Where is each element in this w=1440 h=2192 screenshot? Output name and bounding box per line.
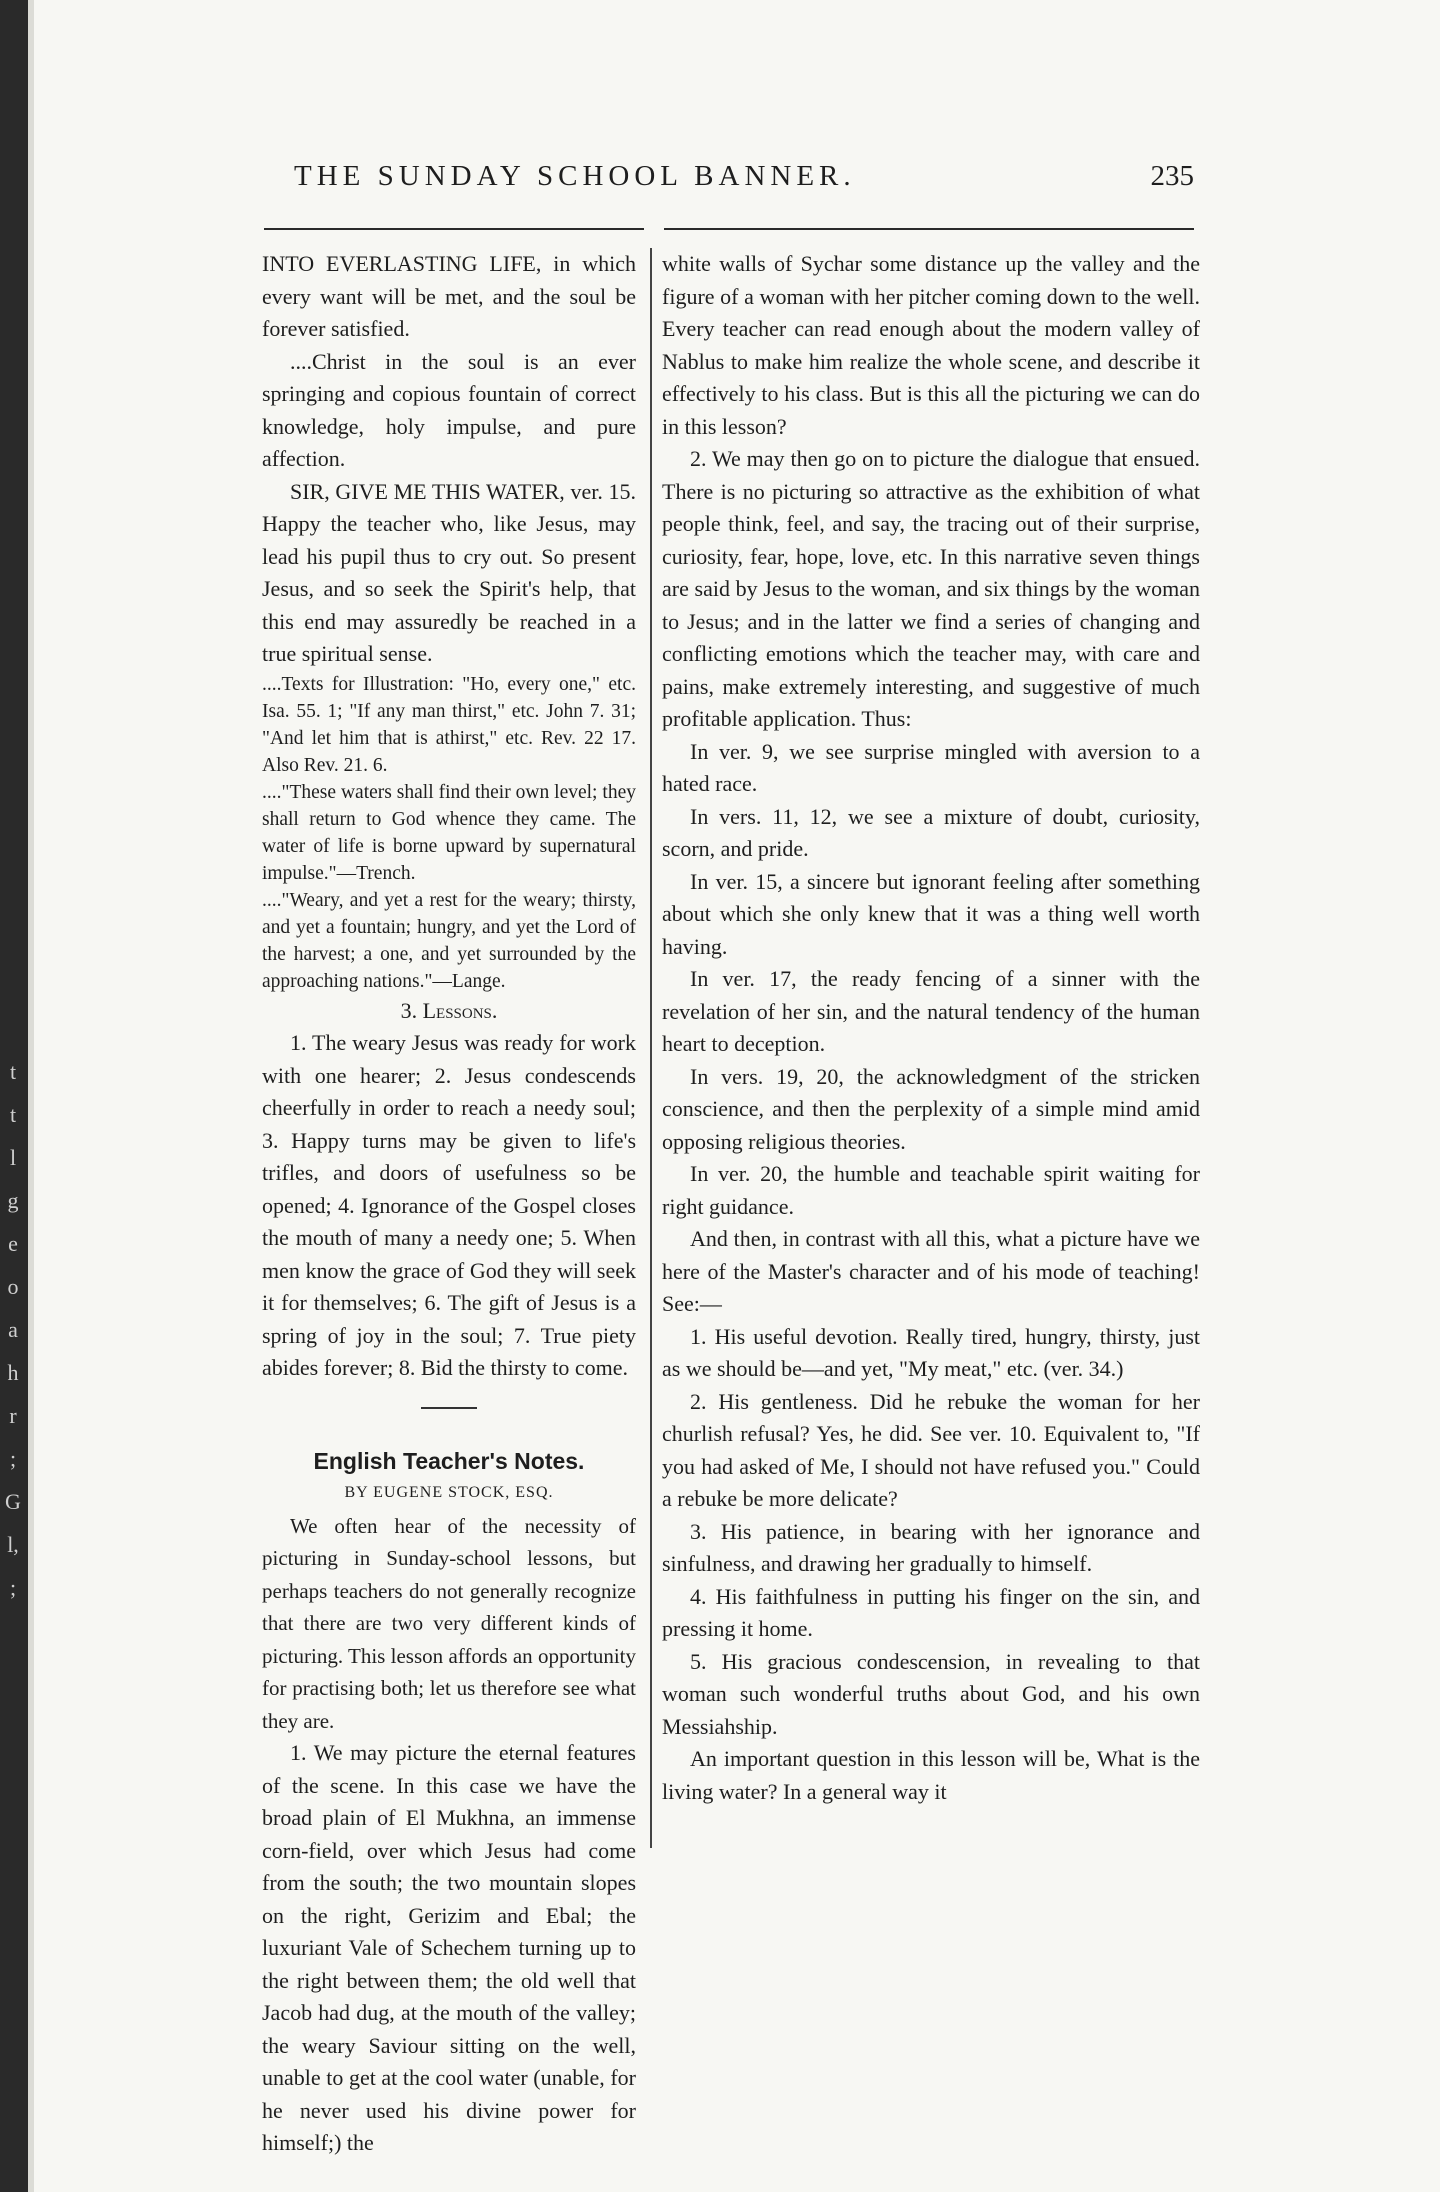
margin-fragment: e: [8, 1231, 18, 1256]
margin-fragment: h: [7, 1360, 19, 1385]
paragraph: In ver. 17, the ready fencing of a sinner with the revelation of her sin, and the natural tendency of the human heart to deception.: [662, 966, 1200, 1056]
right-column: [662, 248, 1200, 1808]
paragraph: 1. His useful devotion. Really tired, hungry, thirsty, just as we should be—and yet, "My meat," etc. (ver. 34.): [662, 1323, 1200, 1381]
margin-fragment: G: [5, 1489, 21, 1514]
margin-fragment: r: [9, 1403, 17, 1428]
margin-fragment: ;: [9, 1575, 17, 1600]
paragraph: white walls of Sychar some distance up the valley and the figure of a woman with her pitcher coming down to the well. Every teacher can read enough about the modern valley of Nablus to make him realize the whole scene, and describe it effectively to his class. But is this all the picturing we can do in this lesson?: [662, 251, 1200, 439]
margin-fragment: t: [9, 1102, 17, 1127]
paragraph: In ver. 15, a sincere but ignorant feeling after something about which she only knew that it was a thing well worth having.: [662, 868, 1200, 959]
byline: BY EUGENE STOCK, ESQ.: [344, 1484, 554, 1501]
margin-fragment: o: [7, 1274, 19, 1299]
header-rule-right: [664, 228, 1194, 230]
paragraph: 2. His gentleness. Did he rebuke the woman for her churlish refusal? Yes, he did. See ver. 10. Equivalent to, "If you had asked of Me, I should not have refused you." Could a rebuke be more delicate?: [662, 1388, 1200, 1511]
quotation: ...."These waters shall find their own level; they shall return to God whence they came. The water of life is borne upward by supernatural impulse."—Trench.: [262, 781, 636, 884]
paragraph: 5. His gracious condescension, in revealing to that woman such wonderful truths about God, and his own Messiahship.: [662, 1648, 1200, 1739]
paragraph: In vers. 19, 20, the acknowledgment of the stricken conscience, and then the perplexity of a simple mind amid opposing religious theories.: [662, 1063, 1200, 1154]
margin-fragment: g: [7, 1188, 19, 1213]
margin-fragment: l: [9, 1145, 17, 1170]
paragraph: In ver. 20, the humble and teachable spirit waiting for right guidance.: [662, 1161, 1200, 1219]
margin-fragment: a: [8, 1317, 18, 1342]
paragraph: 1. The weary Jesus was ready for work with one hearer; 2. Jesus condescends cheerfully in order to reach a needy soul; 3. Happy turns may be given to life's trifles, and doors of usefulness so be opened; 4. Ignorance of the Gospel closes the mouth of many a needy one; 5. When men know the grace of God they will seek it for themselves; 6. The gift of Jesus is a spring of joy in the soul; 7. True piety abides forever; 8. Bid the thirsty to come.: [262, 1030, 636, 1380]
journal-title: THE SUNDAY SCHOOL BANNER.: [294, 160, 856, 192]
margin-fragments: [0, 1050, 26, 1609]
running-header: [264, 160, 1194, 200]
paragraph: In ver. 9, we see surprise mingled with aversion to a hated race.: [662, 738, 1200, 796]
paragraph: An important question in this lesson will be, What is the living water? In a general way it: [662, 1746, 1200, 1804]
paragraph: 4. His faithfulness in putting his finger on the sin, and pressing it home.: [662, 1583, 1200, 1641]
margin-fragment: l,: [7, 1532, 19, 1557]
paragraph: 1. We may picture the eternal features of the scene. In this case we have the broad plain of El Mukhna, an immense corn-field, over which Jesus had come from the south; the two mountain slopes on the right, Gerizim and Ebal; the luxuriant Vale of Schechem turning up to the right between them; the old well that Jacob had dug, at the mouth of the valley; the weary Saviour sitting on the well, unable to get at the cool water (unable, for he never used his divine power for himself;) the: [262, 1740, 636, 2155]
margin-fragment: ;: [9, 1446, 17, 1471]
paragraph: 2. We may then go on to picture the dialogue that ensued. There is no picturing so attractive as the exhibition of what people think, feel, and say, the tracing out of their surprise, curiosity, fear, hope, love, etc. In this narrative seven things are said by Jesus to the woman, and six things by the woman to Jesus; and in the latter we find a series of changing and conflicting emotions which the teacher may, with care and pains, make extremely interesting, and suggestive of much profitable application. Thus:: [662, 446, 1200, 731]
paragraph: And then, in contrast with all this, what a picture have we here of the Master's character and of his mode of teaching! See:—: [662, 1226, 1200, 1316]
paragraph: 3. His patience, in bearing with her ignorance and sinfulness, and drawing her gradually to himself.: [662, 1518, 1200, 1576]
paragraph: ....Christ in the soul is an ever springing and copious fountain of correct knowledge, holy impulse, and pure affection.: [262, 348, 636, 471]
quotation: ....Texts for Illustration: "Ho, every one," etc. Isa. 55. 1; "If any man thirst," etc. John 7. 31; "And let him that is athirst," etc. Rev. 22 17. Also Rev. 21. 6.: [262, 673, 636, 776]
lessons-heading: 3. Lessons.: [400, 997, 498, 1023]
paragraph: INTO EVERLASTING LIFE, in which every want will be met, and the soul be forever satisfied.: [262, 251, 636, 341]
column-divider: [650, 248, 652, 1848]
left-column: [262, 248, 636, 2160]
section-divider: [421, 1407, 477, 1409]
page-number: 235: [1150, 160, 1194, 192]
paragraph: SIR, GIVE ME THIS WATER, ver. 15. Happy the teacher who, like Jesus, may lead his pupil thus to cry out. So present Jesus, and so seek the Spirit's help, that this end may assuredly be reached in a true spiritual sense.: [262, 478, 636, 666]
header-rule-left: [264, 228, 644, 230]
paragraph: In vers. 11, 12, we see a mixture of doubt, curiosity, scorn, and pride.: [662, 803, 1200, 861]
paragraph: We often hear of the necessity of picturing in Sunday-school lessons, but perhaps teachers do not generally recognize that there are two very different kinds of picturing. This lesson affords an opportunity for practising both; let us therefore see what they are.: [262, 1513, 636, 1733]
quotation: ...."Weary, and yet a rest for the weary; thirsty, and yet a fountain; hungry, and yet the Lord of the harvest; a one, and yet surrounded by the approaching nations."—Lange.: [262, 889, 636, 992]
section-title: English Teacher's Notes.: [313, 1447, 585, 1474]
margin-fragment: t: [9, 1059, 17, 1084]
